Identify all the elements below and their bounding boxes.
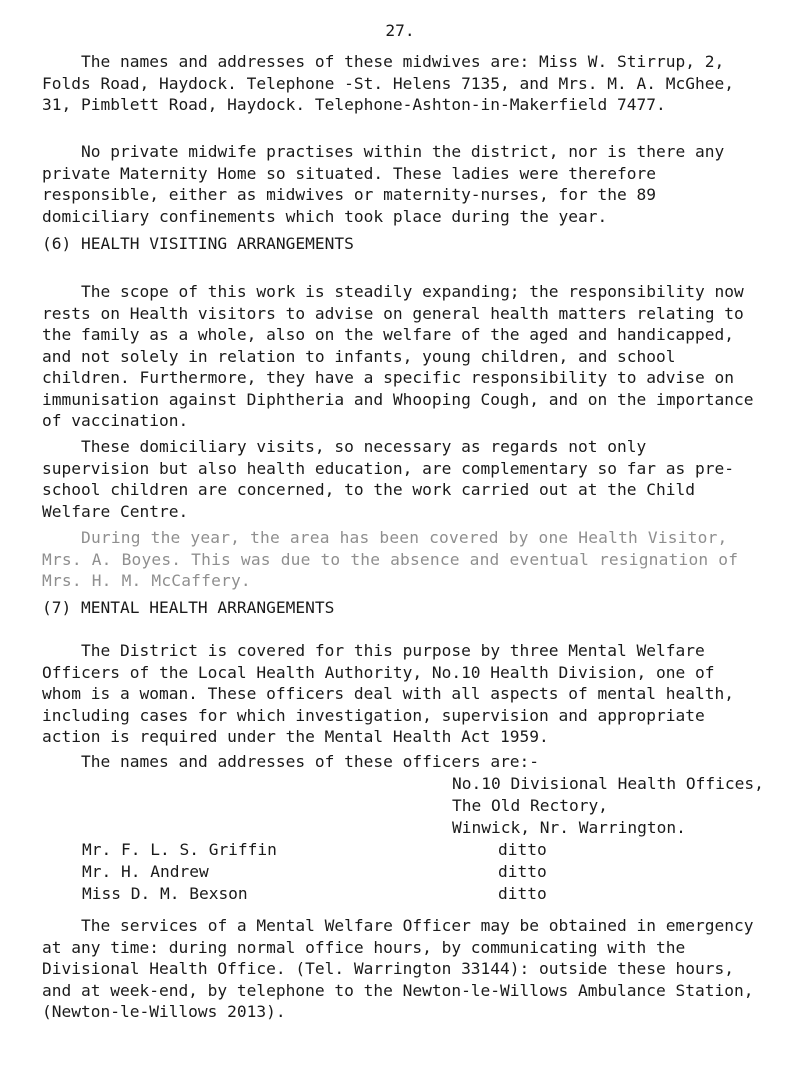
officers-intro-paragraph xyxy=(42,751,762,773)
officer-name: Mr. F. L. S. Griffin xyxy=(82,840,277,859)
mental-welfare-officers-paragraph xyxy=(42,640,762,748)
health-visitor-scope-text: The scope of this work is steadily expanding; the responsibility now rests on Health visitors to advise on general health matters relating to the family as a whole, also on the welfare of the aged and handicapped, and not solely in relation to infants, young children, and school children. Furthermore, they have a specific responsibility to advise on immunisation against Diphtheria and Whooping Cough, and on the importance of vaccination. xyxy=(42,282,754,430)
section-heading-health-visiting: (6) HEALTH VISITING ARRANGEMENTS xyxy=(42,234,354,253)
midwives-addresses-text: The names and addresses of these midwives are: Miss W. Stirrup, 2, Folds Road, Haydock. Telephone -St. Helens 7135, and Mrs. M. A. McGhee, 31, Pimblett Road, Haydock. Telephone-Ashton-in-Makerfield 7477. xyxy=(42,52,734,114)
domiciliary-visits-paragraph xyxy=(42,436,762,522)
office-address-line: No.10 Divisional Health Offices, xyxy=(452,774,764,793)
health-visitor-staffing-text: During the year, the area has been covered by one Health Visitor, Mrs. A. Boyes. This was due to the absence and eventual resignation of Mrs. H. M. McCaffery. xyxy=(42,528,739,590)
section-heading-mental-health: (7) MENTAL HEALTH ARRANGEMENTS xyxy=(42,598,335,617)
office-address-line: Winwick, Nr. Warrington. xyxy=(452,818,686,837)
health-visitor-scope-paragraph xyxy=(42,281,762,432)
emergency-services-text: The services of a Mental Welfare Officer may be obtained in emergency at any time: during normal office hours, by communicating with the Divisional Health Office. (Tel. Warrington 33144): outside these hours, and at week-end, by telephone to the Newton-le-Willows Ambulance Station, (Newton-le-Willows 2013). xyxy=(42,916,754,1021)
midwives-addresses-paragraph xyxy=(42,51,762,116)
private-midwife-paragraph xyxy=(42,141,762,227)
office-address-line: The Old Rectory, xyxy=(452,796,608,815)
officer-name: Miss D. M. Bexson xyxy=(82,884,248,903)
officer-name: Mr. H. Andrew xyxy=(82,862,209,881)
page-number: 27. xyxy=(385,21,415,40)
officer-address: ditto xyxy=(498,840,547,859)
mental-welfare-officers-text: The District is covered for this purpose by three Mental Welfare Officers of the Local Health Authority, No.10 Health Division, one of whom is a woman. These officers deal with all aspects of mental health, including cases for which investigation, supervision and appropriate action is required under the Mental Health Act 1959. xyxy=(42,641,734,746)
officer-address: ditto xyxy=(498,862,547,881)
emergency-services-paragraph xyxy=(42,915,762,1023)
officer-address: ditto xyxy=(498,884,547,903)
domiciliary-visits-text: These domiciliary visits, so necessary as regards not only supervision but also health education, are complementary so far as pre-school children are concerned, to the work carried out at the Child Welfare Centre. xyxy=(42,437,734,521)
health-visitor-staffing-paragraph xyxy=(42,527,762,592)
officers-intro-text: The names and addresses of these officers are:- xyxy=(81,752,540,771)
private-midwife-text: No private midwife practises within the district, nor is there any private Maternity Home so situated. These ladies were therefore responsible, either as midwives or maternity-nurses, for the 89 domiciliary confinements which took place during the year. xyxy=(42,142,725,226)
